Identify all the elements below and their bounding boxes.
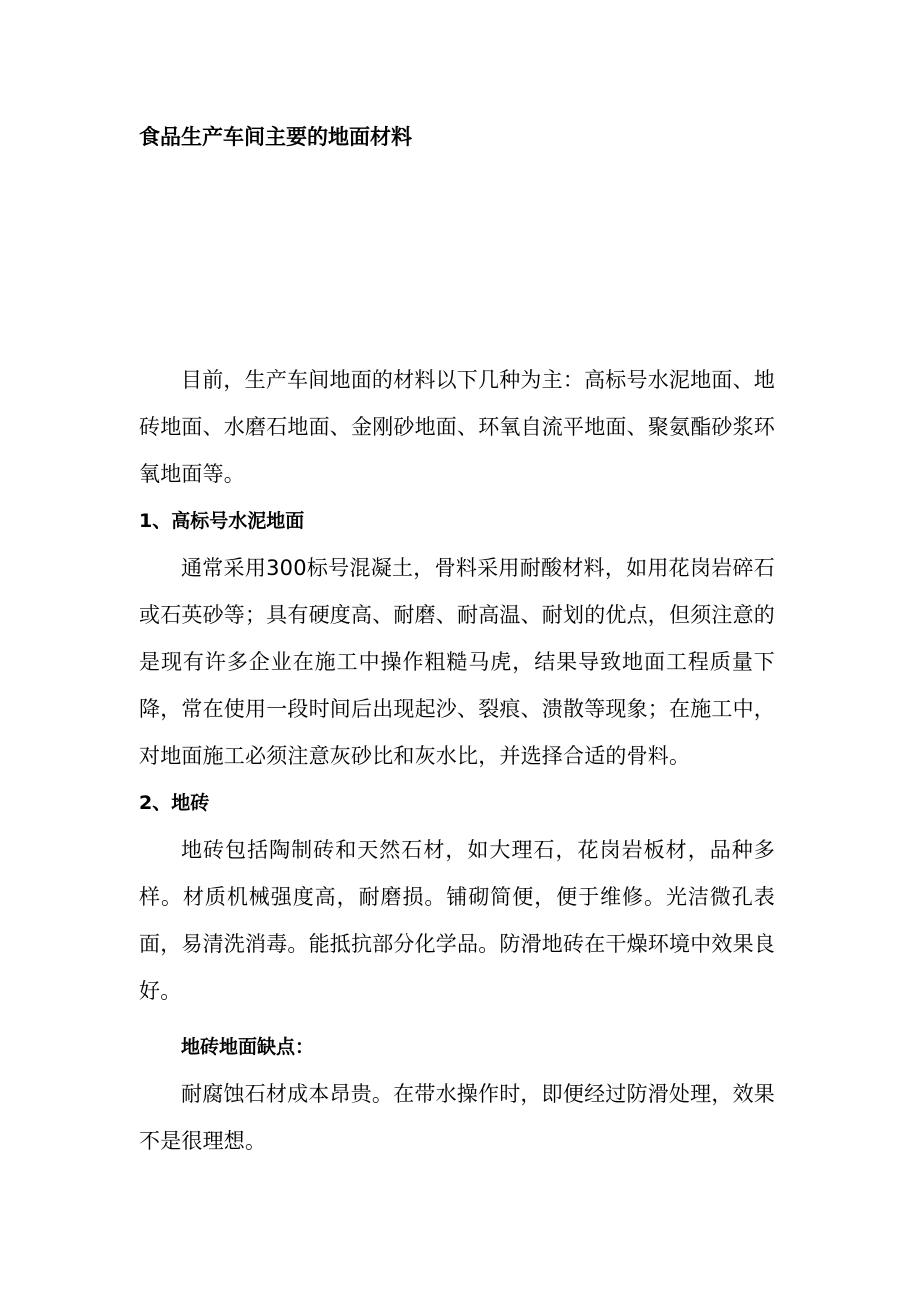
section-body-floor-tiles: 地砖包括陶制砖和天然石材，如大理石，花岗岩板材，品种多样。材质机械强度高，耐磨损。铺砌简便，便于维修。光洁微孔表面，易清洗消毒。能抵抗部分化学品。防滑地砖在干燥环境中效果良好。	[139, 838, 775, 1003]
document-body	[139, 357, 775, 1165]
section-body-cement-floor: 通常采用300标号混凝土，骨料采用耐酸材料，如用花岗岩碎石或石英砂等；具有硬度高、耐磨、耐高温、耐划的优点，但须注意的是现有许多企业在施工中操作粗糙马虎，结果导致地面工程质量下降，常在使用一段时间后出现起沙、裂痕、溃散等现象；在施工中，对地面施工必须注意灰砂比和灰水比，并选择合适的骨料。	[139, 556, 775, 768]
document-title: 食品生产车间主要的地面材料	[139, 125, 412, 149]
subheading-tile-disadvantages: 地砖地面缺点：	[181, 1036, 315, 1058]
section-heading-floor-tiles: 2、地砖	[139, 792, 210, 814]
paragraph-tile-disadvantages: 耐腐蚀石材成本昂贵。在带水操作时，即便经过防滑处理，效果不是很理想。	[139, 1082, 775, 1153]
section-heading-cement-floor: 1、高标号水泥地面	[139, 510, 305, 532]
intro-paragraph: 目前，生产车间地面的材料以下几种为主：高标号水泥地面、地砖地面、水磨石地面、金刚砂地面、环氧自流平地面、聚氨酯砂浆环氧地面等。	[139, 368, 775, 486]
